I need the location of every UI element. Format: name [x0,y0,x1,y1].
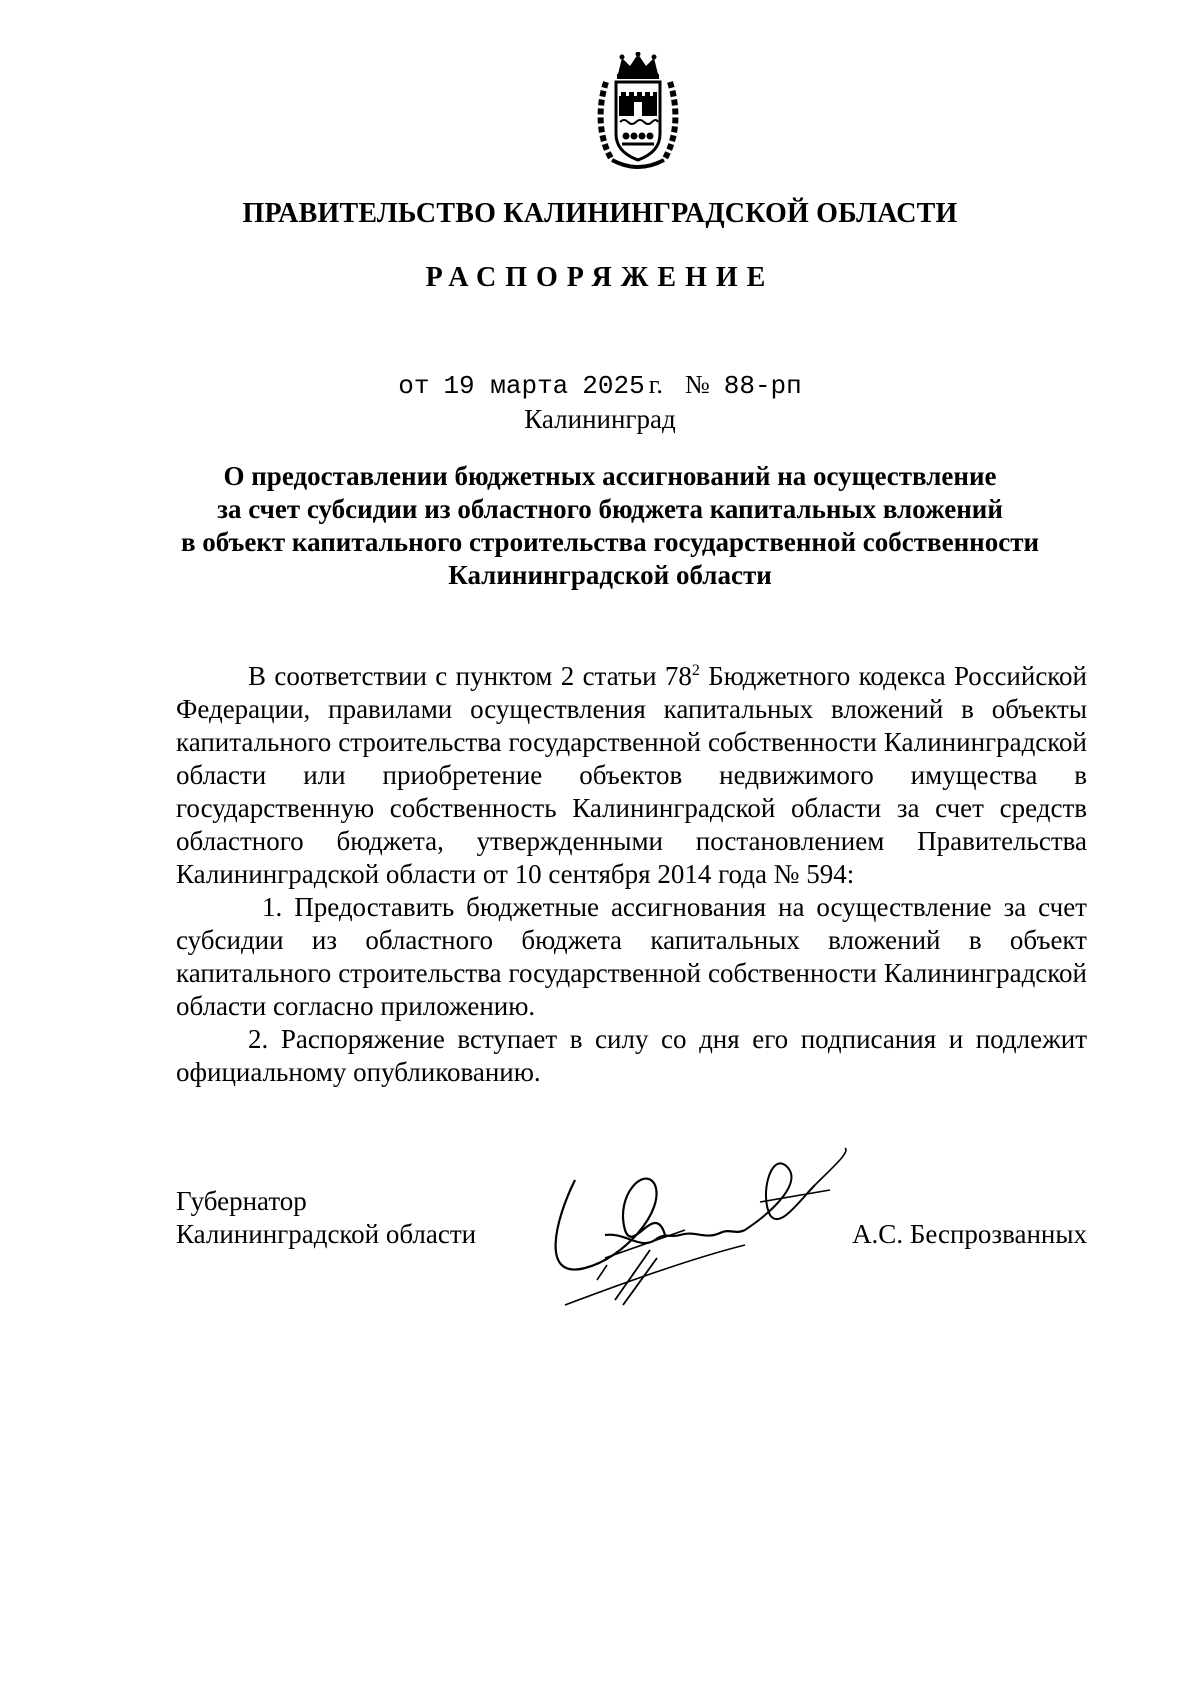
item-1-paragraph: 1. Предоставить бюджетные ассигнования на осуществление за счет субсидии из областного бюджета капитальных вложений в объект капитального строительства государственной собственности Калининградской области согласно приложению. [176,892,1087,1021]
preamble-text: В соответствии с пунктом 2 статьи 78 [248,661,692,691]
signer-position [176,1185,476,1251]
date-prefix: от [398,371,430,401]
date-and-number [0,370,1200,401]
subject-line: Калининградской области [448,560,772,590]
position-line: Губернатор [176,1186,307,1216]
government-title: ПРАВИТЕЛЬСТВО КАЛИНИНГРАДСКОЙ ОБЛАСТИ [242,198,958,229]
date-year: 2025 [582,371,645,401]
city: Калининград [524,404,676,434]
subject-line: О предоставлении бюджетных ассигнований на осуществление [223,461,997,491]
article-superscript: 2 [691,662,700,679]
handwritten-signature-icon [545,1140,885,1315]
preamble-text-continued: Бюджетного кодекса Российской Федерации, правилами осуществления капитальных вложений в объекты капитального строительства государственной собственности Калининградской области или приобретение объектов недвижимого имущества в государственную собственность Калининградской области за счет средств областного бюджета, утвержденными постановлением Правительства Калининградской области от 10 сентября 2014 года № 594: [176,661,1088,889]
preamble-paragraph [176,660,1087,891]
subject-line: в объект капитального строительства государственной собственности [180,527,1040,557]
document-subject [180,460,1040,592]
coat-of-arms-icon [596,52,680,174]
date-day-month: 19 марта [443,371,569,401]
document-body [176,660,1087,1089]
position-line: Калининградской области [176,1219,477,1249]
year-suffix: г. [648,370,663,399]
subject-line: за счет субсидии из областного бюджета капитальных вложений [217,494,1003,524]
number-sign: № [684,370,710,399]
document-kind: РАСПОРЯЖЕНИЕ [425,262,775,293]
item-2-paragraph: 2. Распоряжение вступает в силу со дня его подписания и подлежит официальному опубликованию. [176,1024,1087,1087]
signer-name: А.С. Беспрозванных [852,1219,1087,1249]
document-number: 88-рп [723,371,802,401]
